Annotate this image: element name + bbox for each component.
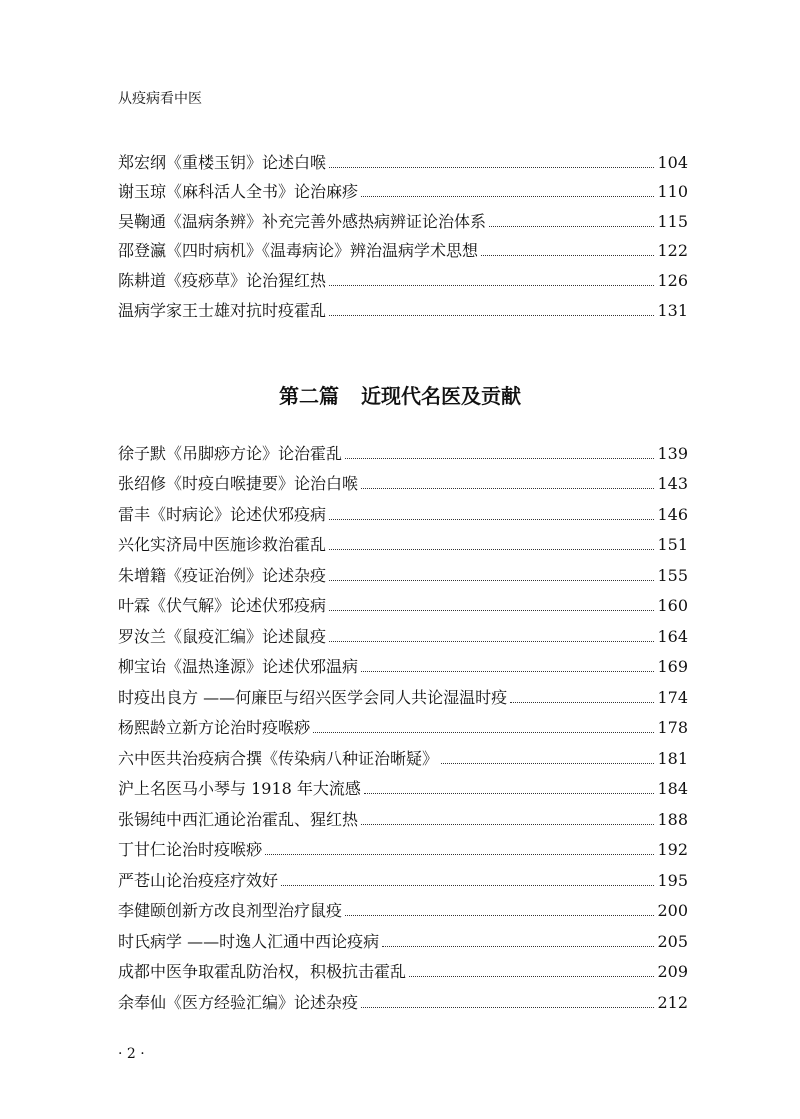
toc-entry-page: 160 (657, 596, 688, 615)
toc-entry-page: 115 (657, 211, 688, 231)
toc-entry[interactable] (118, 144, 688, 174)
toc-entry[interactable] (118, 831, 688, 862)
toc-entry[interactable] (118, 465, 688, 496)
dot-leader (510, 702, 654, 703)
toc-entry-page: 155 (657, 565, 688, 585)
toc-entry[interactable] (118, 922, 688, 953)
dot-leader (361, 824, 654, 825)
toc-part2 (118, 434, 688, 1014)
dot-leader (329, 519, 654, 520)
toc-entry-title: 成都中医争取霍乱防治权，积极抗击霍乱 (118, 962, 407, 981)
toc-entry-title: 柳宝诒《温热逢源》论述伏邪温病 (118, 657, 359, 676)
toc-entry-page: 143 (657, 474, 688, 493)
page-number: · 2 · (118, 1046, 145, 1062)
dot-leader (329, 610, 654, 611)
toc-entry-page: 146 (657, 504, 688, 524)
toc-entry-title: 李健颐创新方改良剂型治疗鼠疫 (118, 901, 343, 920)
toc-entry-title: 叶霖《伏气解》论述伏邪疫病 (118, 596, 327, 615)
toc-entry[interactable] (118, 892, 688, 923)
toc-entry-page: 195 (657, 870, 688, 890)
toc-entry[interactable] (118, 262, 688, 292)
toc-entry[interactable] (118, 434, 688, 465)
dot-leader (329, 285, 654, 286)
dot-leader (345, 915, 654, 916)
dot-leader (329, 641, 654, 642)
toc-entry[interactable] (118, 233, 688, 263)
toc-entry[interactable] (118, 203, 688, 233)
toc-entry-title: 陈耕道《疫痧草》论治猩红热 (118, 270, 327, 290)
toc-entry-title: 六中医共治疫病合撰《传染病八种证治晰疑》 (118, 748, 439, 768)
toc-entry-page: 164 (657, 626, 688, 646)
toc-entry-title: 时氏病学 ——时逸人汇通中西论疫病 (118, 931, 380, 951)
toc-entry-page: 139 (657, 443, 688, 463)
toc-entry-title: 丁甘仁论治时疫喉痧 (118, 840, 263, 859)
toc-entry-page: 169 (657, 657, 688, 676)
part-label: 第二篇 (279, 384, 339, 408)
toc-entry[interactable] (118, 617, 688, 648)
dot-leader (441, 763, 654, 764)
part-title: 近现代名医及贡献 (361, 384, 521, 408)
toc-entry-page: 205 (657, 931, 688, 951)
toc-entry-page: 181 (657, 748, 688, 768)
dot-leader (313, 732, 654, 733)
toc-entry[interactable] (118, 292, 688, 322)
toc-entry[interactable] (118, 770, 688, 801)
toc-entry[interactable] (118, 495, 688, 526)
dot-leader (364, 793, 655, 794)
dot-leader (265, 854, 654, 855)
toc-entry[interactable] (118, 526, 688, 557)
toc-part1-tail (118, 144, 688, 322)
dot-leader (361, 196, 654, 197)
toc-entry[interactable] (118, 861, 688, 892)
toc-entry-title: 郑宏纲《重楼玉钥》论述白喉 (118, 152, 327, 172)
toc-entry-title: 沪上名医马小琴与 1918 年大流感 (118, 779, 361, 798)
part-heading (0, 380, 800, 409)
toc-entry-title: 谢玉琼《麻科活人全书》论治麻疹 (118, 182, 359, 202)
toc-entry-title: 温病学家王士雄对抗时疫霍乱 (118, 300, 327, 320)
toc-entry[interactable] (118, 709, 688, 740)
dot-leader (481, 255, 654, 256)
dot-leader (409, 976, 654, 977)
toc-entry-title: 张绍修《时疫白喉捷要》论治白喉 (118, 474, 359, 493)
dot-leader (382, 946, 654, 947)
toc-entry-title: 时疫出良方 ——何廉臣与绍兴医学会同人共论湿温时疫 (118, 687, 508, 707)
toc-entry-title: 邵登瀛《四时病机》《温毒病论》辨治温病学术思想 (118, 241, 479, 261)
dot-leader (361, 488, 654, 489)
toc-entry[interactable] (118, 174, 688, 204)
toc-entry-title: 罗汝兰《鼠疫汇编》论述鼠疫 (118, 626, 327, 646)
toc-entry-title: 严苍山论治疫痉疗效好 (118, 870, 279, 890)
dot-leader (329, 315, 654, 316)
dot-leader (281, 885, 654, 886)
toc-entry[interactable] (118, 648, 688, 679)
toc-entry-title: 兴化实济局中医施诊救治霍乱 (118, 535, 327, 554)
toc-entry-title: 杨熙龄立新方论治时疫喉痧 (118, 718, 311, 737)
toc-entry-page: 209 (657, 962, 688, 981)
running-head: 从疫病看中医 (118, 91, 202, 107)
toc-entry-page: 212 (657, 992, 688, 1012)
toc-entry-title: 张锡纯中西汇通论治霍乱、猩红热 (118, 809, 359, 829)
toc-entry-page: 192 (657, 840, 688, 859)
toc-entry-page: 178 (657, 718, 688, 737)
toc-entry-page: 126 (657, 270, 688, 290)
toc-entry-title: 徐子默《吊脚痧方论》论治霍乱 (118, 443, 343, 463)
dot-leader (345, 458, 654, 459)
toc-entry[interactable] (118, 739, 688, 770)
toc-entry-page: 174 (657, 687, 688, 707)
toc-entry-title: 余奉仙《医方经验汇编》论述杂疫 (118, 992, 359, 1012)
toc-entry-page: 188 (657, 809, 688, 829)
dot-leader (489, 226, 654, 227)
toc-entry[interactable] (118, 587, 688, 618)
toc-entry-page: 200 (657, 901, 688, 920)
toc-entry-title: 雷丰《时病论》论述伏邪疫病 (118, 504, 327, 524)
dot-leader (361, 671, 654, 672)
toc-entry-page: 104 (657, 152, 688, 172)
toc-entry-page: 184 (657, 779, 688, 798)
toc-entry-page: 110 (657, 182, 688, 202)
toc-entry[interactable] (118, 983, 688, 1014)
dot-leader (329, 167, 654, 168)
toc-entry-page: 151 (657, 535, 688, 554)
toc-entry[interactable] (118, 556, 688, 587)
toc-entry[interactable] (118, 953, 688, 984)
toc-entry-page: 122 (657, 241, 688, 261)
toc-entry[interactable] (118, 800, 688, 831)
toc-entry-page: 131 (657, 300, 688, 320)
dot-leader (329, 549, 654, 550)
dot-leader (361, 1007, 654, 1008)
toc-entry[interactable] (118, 678, 688, 709)
toc-entry-title: 吴鞠通《温病条辨》补充完善外感热病辨证论治体系 (118, 211, 487, 231)
dot-leader (329, 580, 654, 581)
toc-entry-title: 朱增籍《疫证治例》论述杂疫 (118, 565, 327, 585)
